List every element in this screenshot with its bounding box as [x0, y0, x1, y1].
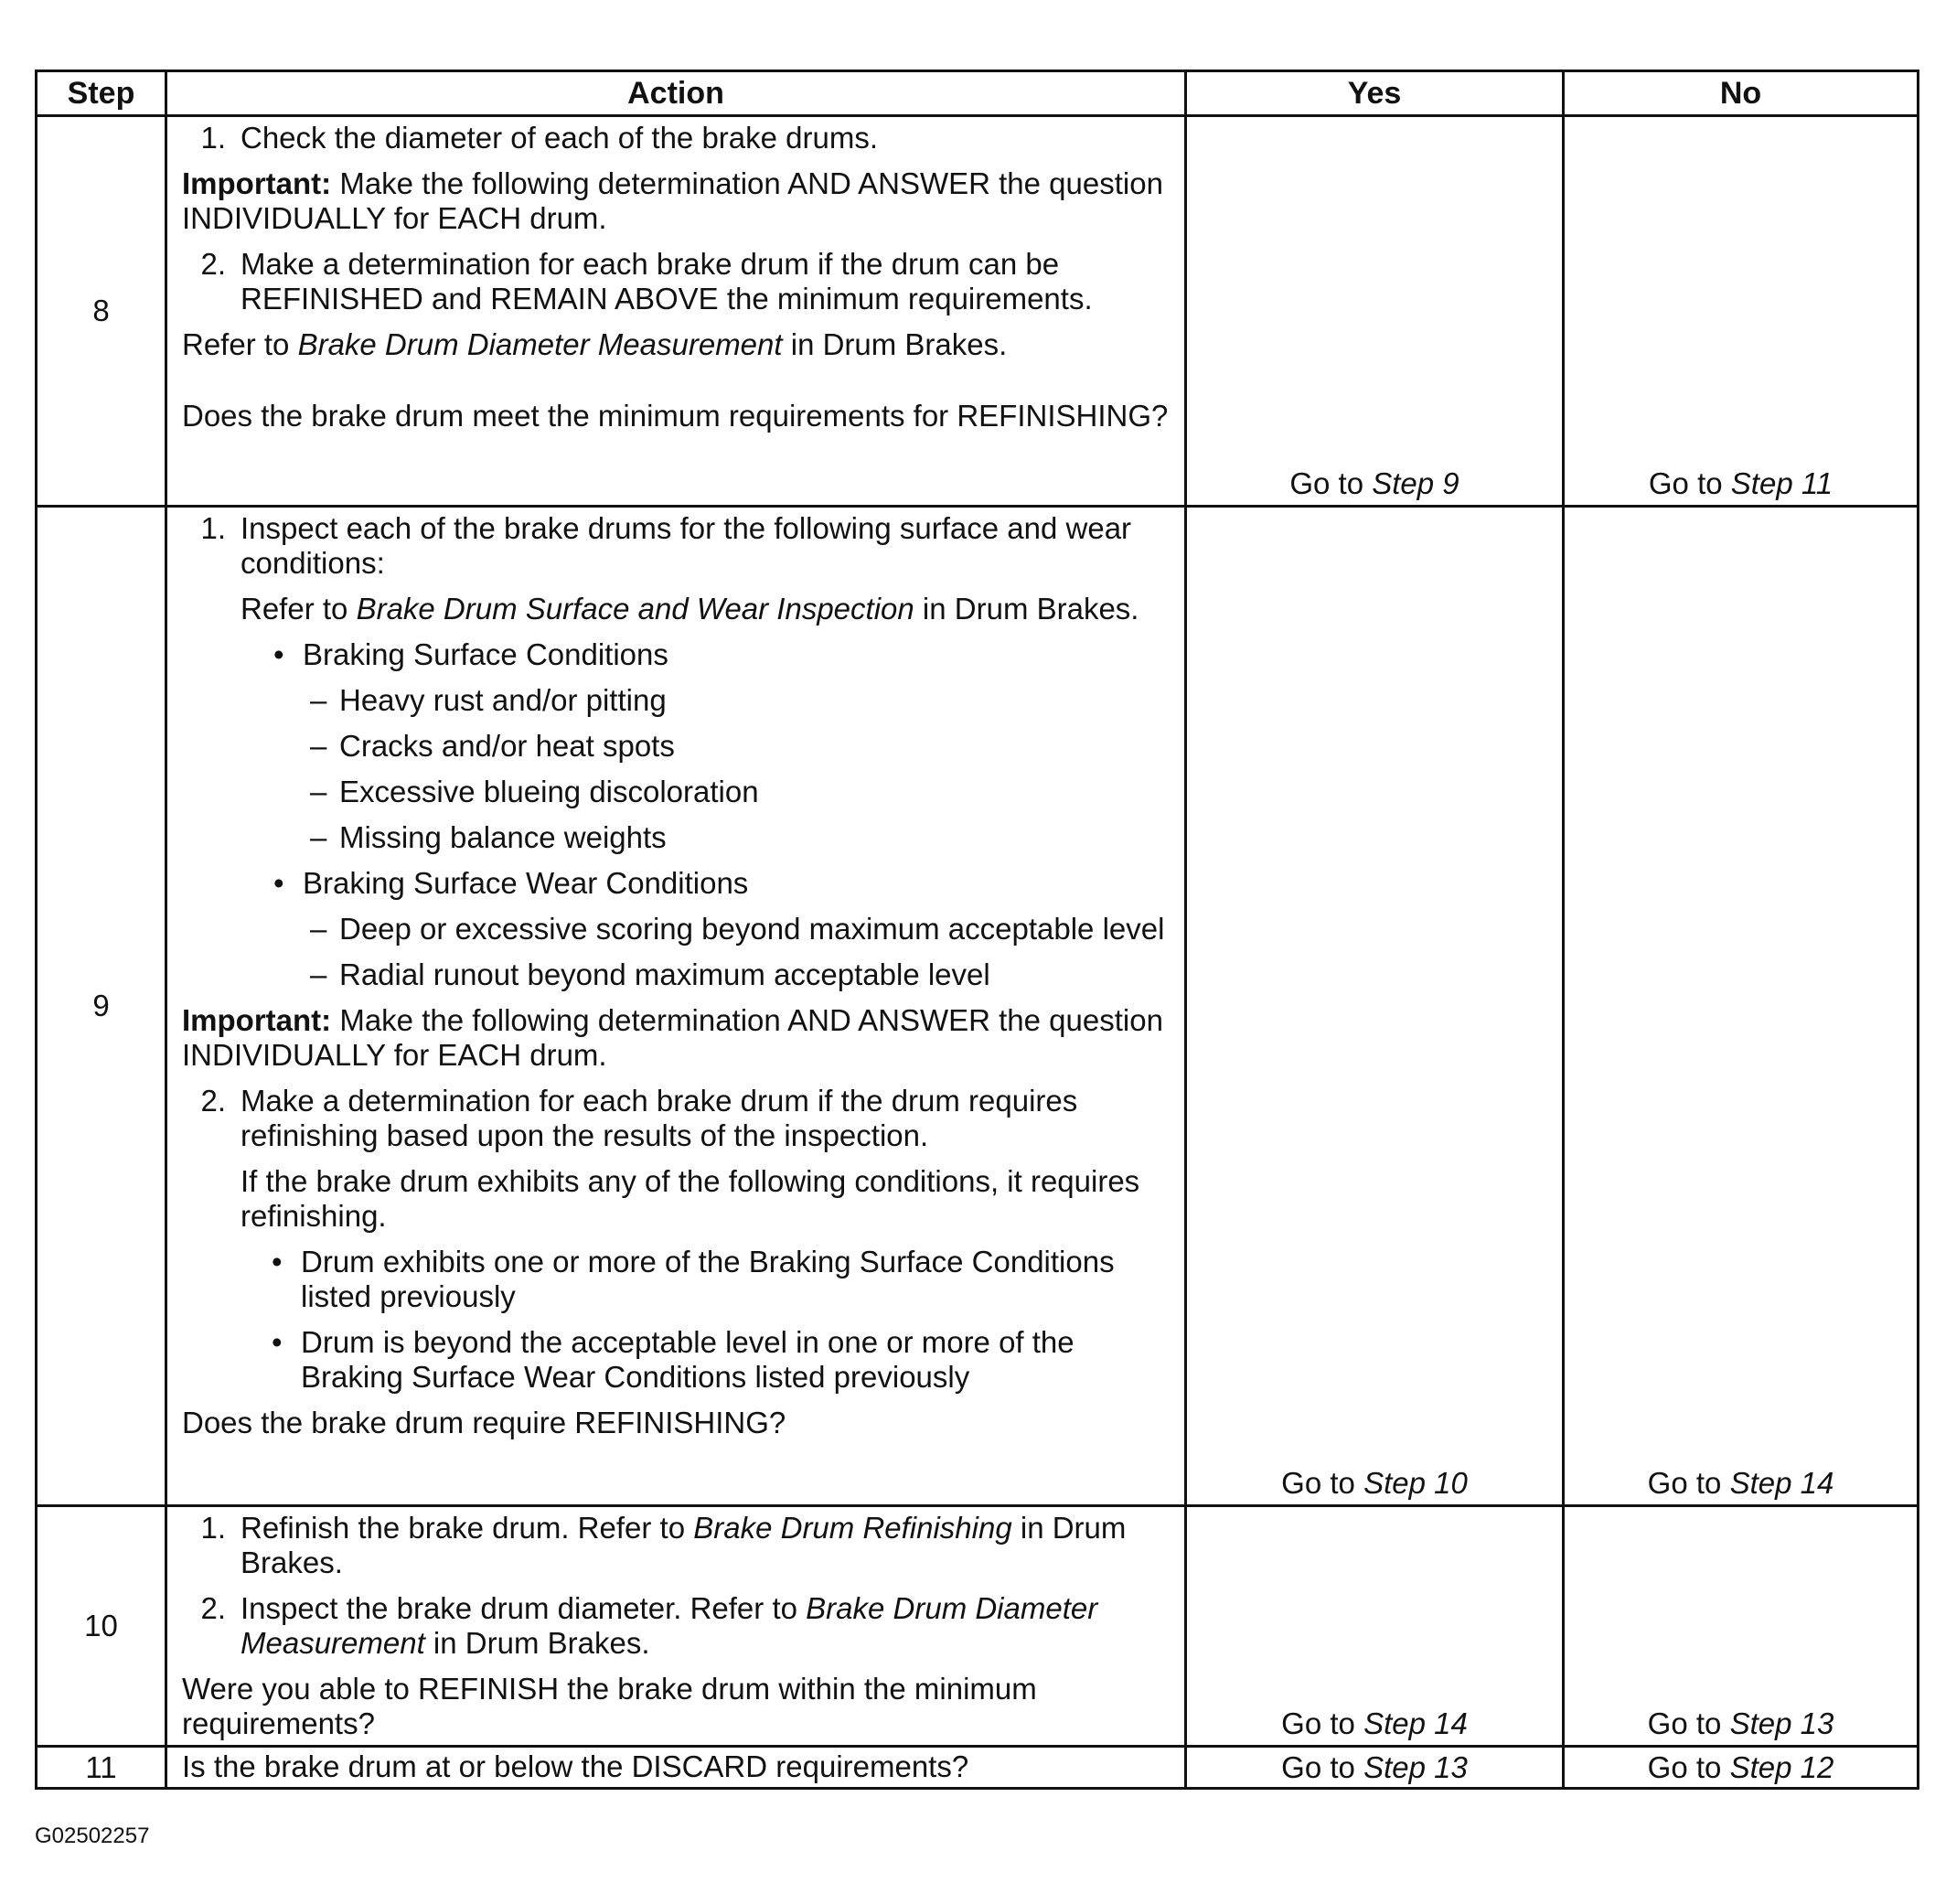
dash-text: Missing balance weights — [339, 820, 667, 854]
bullet-text: Drum is beyond the acceptable level in one or more of the Braking Surface Wear Conditions listed previously — [301, 1325, 1074, 1394]
item-text-suffix: in Drum Brakes. — [424, 1626, 650, 1660]
item-text: Inspect each of the brake drums for the following surface and wear conditions: — [241, 511, 1132, 580]
condition-note: If the brake drum exhibits any of the following conditions, it requires refinishing. — [241, 1164, 1140, 1233]
dash-text: Deep or excessive scoring beyond maximum acceptable level — [339, 912, 1165, 946]
important-text: Make the following determination AND ANSWER the question INDIVIDUALLY for EACH drum. — [182, 1003, 1163, 1072]
reference-link[interactable]: Brake Drum Diameter Measurement — [241, 1591, 1098, 1660]
header-yes: Yes — [1186, 71, 1564, 116]
important-label: Important: — [182, 1003, 332, 1037]
important-note — [182, 1003, 1171, 1073]
dash-text: Excessive blueing discoloration — [339, 775, 759, 808]
table-row-step-8 — [37, 116, 1919, 507]
numbered-item — [182, 511, 1171, 581]
yes-prefix: Go to — [1281, 1706, 1364, 1740]
action-cell — [166, 507, 1186, 1506]
bullet-item — [273, 866, 1171, 901]
yes-prefix: Go to — [1281, 1750, 1364, 1784]
table-row-step-9 — [37, 507, 1919, 1506]
no-step-link[interactable]: Step 12 — [1729, 1750, 1834, 1784]
item-number: 2. — [200, 1591, 226, 1625]
yes-step-link[interactable]: Step 13 — [1363, 1750, 1468, 1784]
header-step: Step — [37, 71, 166, 116]
yes-prefix: Go to — [1281, 1466, 1364, 1500]
numbered-item — [182, 1084, 1171, 1153]
important-label: Important: — [182, 166, 332, 200]
important-text: Make the following determination AND ANSWER the question INDIVIDUALLY for EACH drum. — [182, 166, 1163, 235]
dash-item — [310, 957, 1171, 992]
step-number: 9 — [37, 507, 166, 1506]
no-step-link[interactable]: Step 11 — [1730, 466, 1833, 500]
no-cell — [1564, 1506, 1919, 1747]
yes-step-link[interactable]: Step 10 — [1363, 1466, 1468, 1500]
no-step-link[interactable]: Step 14 — [1729, 1466, 1834, 1500]
item-text: Make a determination for each brake drum if the drum requires refinishing based upon the results of the inspection. — [241, 1084, 1078, 1152]
dash-mark: – — [310, 729, 327, 763]
no-prefix: Go to — [1647, 1466, 1730, 1500]
table-row-step-11 — [37, 1747, 1919, 1789]
dash-mark: – — [310, 957, 327, 991]
item-text: Check the diameter of each of the brake drums. — [241, 121, 879, 155]
item-number: 2. — [200, 247, 226, 281]
bullet-item — [273, 637, 1171, 672]
yes-step-link[interactable]: Step 14 — [1363, 1706, 1468, 1740]
item-text: Make a determination for each brake drum if the drum can be REFINISHED and REMAIN ABOVE the minimum requirements. — [241, 247, 1093, 316]
yes-cell — [1186, 507, 1564, 1506]
bullet-text: Braking Surface Wear Conditions — [303, 866, 749, 900]
figure-id: G02502257 — [35, 1824, 150, 1848]
reference-note — [182, 327, 1171, 362]
numbered-item — [182, 247, 1171, 316]
reference-link[interactable]: Brake Drum Surface and Wear Inspection — [356, 592, 914, 626]
bullet-mark: • — [272, 1325, 283, 1359]
yes-prefix: Go to — [1289, 466, 1373, 500]
bullet-mark: • — [273, 637, 284, 671]
item-text — [241, 1591, 1171, 1661]
item-number: 1. — [200, 121, 226, 155]
reference-prefix: Refer to — [241, 592, 357, 626]
reference-suffix: in Drum Brakes. — [782, 327, 1008, 361]
dash-item — [310, 729, 1171, 764]
step-question: Were you able to REFINISH the brake drum within the minimum requirements? — [182, 1672, 1037, 1740]
dash-item — [310, 820, 1171, 855]
action-cell — [166, 1747, 1186, 1789]
header-row — [37, 71, 1919, 116]
dash-item — [310, 912, 1171, 947]
bullet-mark: • — [273, 866, 284, 900]
table-row-step-10 — [37, 1506, 1919, 1747]
header-no: No — [1564, 71, 1919, 116]
item-text — [241, 1511, 1171, 1580]
action-cell — [166, 116, 1186, 507]
yes-cell — [1186, 1747, 1564, 1789]
item-number: 1. — [200, 1511, 226, 1545]
step-number: 11 — [37, 1747, 166, 1789]
bullet-text: Braking Surface Conditions — [303, 637, 668, 671]
dash-mark: – — [310, 912, 327, 946]
yes-cell — [1186, 1506, 1564, 1747]
no-cell — [1564, 1747, 1919, 1789]
header-action: Action — [166, 71, 1186, 116]
step-question: Is the brake drum at or below the DISCARD requirements? — [182, 1749, 969, 1783]
bullet-item — [272, 1245, 1171, 1314]
dash-mark: – — [310, 820, 327, 854]
dash-text: Radial runout beyond maximum acceptable level — [339, 957, 990, 991]
reference-link[interactable]: Brake Drum Diameter Measurement — [297, 327, 783, 361]
item-number: 1. — [200, 511, 226, 545]
reference-link[interactable]: Brake Drum Refinishing — [693, 1511, 1012, 1545]
no-cell — [1564, 116, 1919, 507]
step-question: Does the brake drum require REFINISHING? — [182, 1406, 786, 1439]
bullet-text: Drum exhibits one or more of the Braking Surface Conditions listed previously — [301, 1245, 1115, 1313]
no-prefix: Go to — [1647, 1750, 1730, 1784]
item-text-prefix: Refinish the brake drum. Refer to — [241, 1511, 694, 1545]
step-question: Does the brake drum meet the minimum requirements for REFINISHING? — [182, 399, 1169, 433]
numbered-item — [182, 1511, 1171, 1580]
no-step-link[interactable]: Step 13 — [1729, 1706, 1834, 1740]
numbered-item — [182, 1591, 1171, 1661]
no-prefix: Go to — [1647, 1706, 1730, 1740]
diagnostic-table — [35, 70, 1919, 1790]
item-text-prefix: Inspect the brake drum diameter. Refer to — [241, 1591, 807, 1625]
reference-prefix: Refer to — [182, 327, 298, 361]
no-cell — [1564, 507, 1919, 1506]
item-number: 2. — [200, 1084, 226, 1118]
no-prefix: Go to — [1648, 466, 1731, 500]
bullet-mark: • — [272, 1245, 283, 1278]
bullet-item — [272, 1325, 1171, 1395]
step-number: 8 — [37, 116, 166, 507]
item-text-suffix: in Drum Brakes. — [241, 1511, 1127, 1579]
dash-mark: – — [310, 683, 327, 717]
dash-item — [310, 683, 1171, 718]
action-cell — [166, 1506, 1186, 1747]
dash-mark: – — [310, 775, 327, 808]
reference-suffix: in Drum Brakes. — [914, 592, 1139, 626]
dash-item — [310, 775, 1171, 809]
reference-note — [241, 592, 1171, 626]
dash-text: Cracks and/or heat spots — [339, 729, 675, 763]
yes-cell — [1186, 116, 1564, 507]
yes-step-link[interactable]: Step 9 — [1372, 466, 1459, 500]
step-number: 10 — [37, 1506, 166, 1747]
dash-text: Heavy rust and/or pitting — [339, 683, 667, 717]
numbered-item — [182, 121, 1171, 155]
important-note — [182, 166, 1171, 236]
